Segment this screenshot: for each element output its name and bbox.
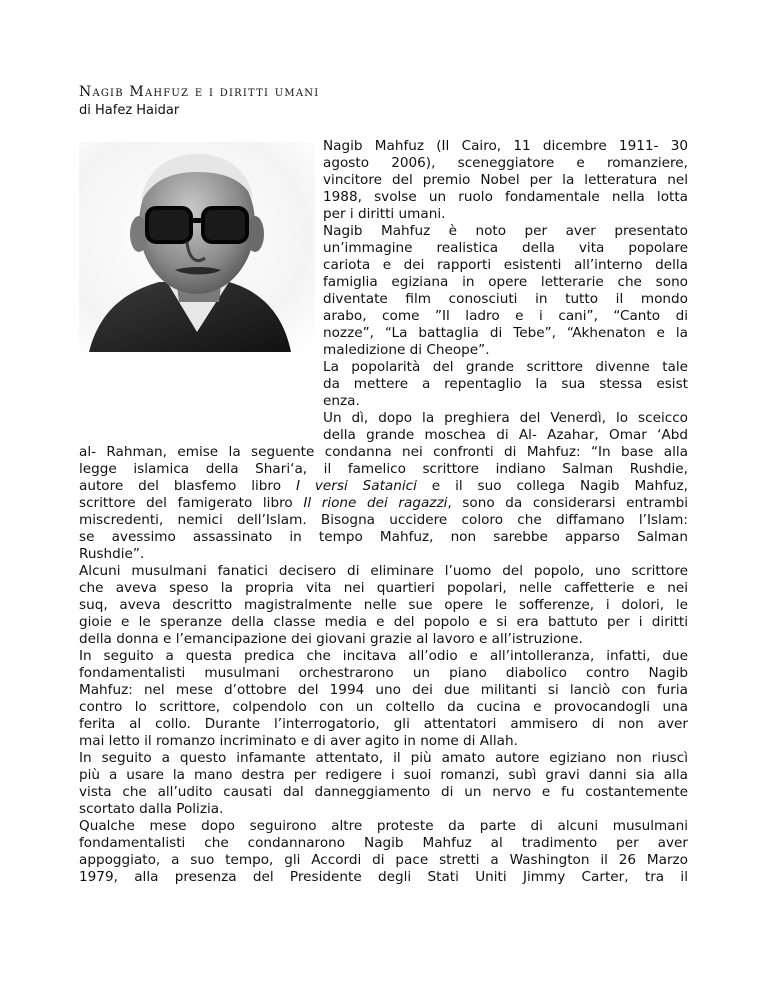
text-line [79,631,688,648]
text-span: vista che all’udito causati dal danneggiamento di un nervo e fu costantemente [79,784,688,800]
text-line [79,648,688,665]
text-span: contro lo scrittore, colpendolo con un coltello da cucina e provocandogli una [79,699,688,715]
text-span: , sono da considerarsi entrambi [447,495,688,511]
text-line: da mettere a repentaglio la sua stessa esist [323,376,688,392]
text-line [79,801,688,818]
text-line [79,716,688,733]
text-line: Un dì, dopo la preghiera del Venerdì, lo sceicco [323,410,688,426]
book-title: Il rione dei ragazzi [303,495,448,511]
text-line: famiglia egiziana in opere letterarie che sono [323,274,688,290]
text-line [79,767,688,784]
text-line: maledizione di Cheope”. [323,342,490,358]
text-line: arabo, come ”Il ladro e i cani”, “Canto di [323,308,688,324]
text-span: 1979, alla presenza del Presidente degli Stati Uniti Jimmy Carter, tra il [79,869,688,885]
text-span: che aveva speso la propria vita nei quartieri popolari, nelle caffetterie e nei [79,580,688,596]
text-span: miscredenti, nemici dell’Islam. Bisogna uccidere coloro che diffamano l’Islam: [79,512,688,528]
text-span: autore del blasfemo libro [79,478,296,494]
text-line: 1988, svolse un ruolo fondamentale nella lotta [323,189,688,205]
text-line [79,495,688,512]
text-line [79,835,688,852]
text-line [79,461,688,478]
text-line [79,733,688,750]
text-span: Mahfuz: nel mese d’ottobre del 1994 uno dei due militanti si lanciò con furia [79,682,688,698]
text-line [79,478,688,495]
text-span: Qualche mese dopo seguirono altre proteste da parte di alcuni musulmani [79,818,688,834]
text-span: appoggiato, a suo tempo, gli Accordi di pace stretti a Washington il 26 Marzo [79,852,688,868]
text-span: Alcuni musulmani fanatici decisero di eliminare l’uomo del popolo, uno scrittore [79,563,688,579]
text-span: se avessimo assassinato in tempo Mahfuz, non sarebbe apparso Salman [79,529,688,545]
text-line: nozze”, “La battaglia di Tebe”, “Akhenaton e la [323,325,688,341]
text-span: al- Rahman, emise la seguente condanna nei confronti di Mahfuz: “In base alla [79,444,688,460]
text-line [79,852,688,869]
text-span: mai letto il romanzo incriminato e di aver agito in nome di Allah. [79,733,518,749]
text-line [79,529,688,546]
text-line [79,580,688,597]
text-line [79,597,688,614]
text-span: della donna e l’emancipazione dei giovani grazie al lavoro e all’istruzione. [79,631,583,647]
text-span: fondamentalisti musulmani orchestrarono un piano diabolico contro Nagib [79,665,688,681]
text-line [79,563,688,580]
author-portrait-photo [79,142,315,352]
text-line [79,546,688,563]
text-line [79,869,688,886]
text-line: Nagib Mahfuz è noto per aver presentato [323,223,688,239]
text-span: In seguito a questa predica che incitava all’odio e all’intolleranza, infatti, due [79,648,688,664]
text-span: suq, aveva descritto magistralmente nelle sue opere le sofferenze, i dolori, le [79,597,688,613]
text-line [79,512,688,529]
text-line: enza. [323,393,360,409]
text-span: fondamentalisti che condannarono Nagib Mahfuz al tradimento per aver [79,835,688,851]
text-span: ferita al collo. Durante l’interrogatorio, gli attentatori ammisero di non aver [79,716,688,732]
text-line: vincitore del premio Nobel per la letteratura nel [323,172,688,188]
text-line [79,784,688,801]
text-span: Rushdie”. [79,546,145,562]
text-line: della grande moschea di Al- Azahar, Omar ‘Abd [323,427,688,443]
text-span: gioie e le speranze della classe media e del popolo e si era battuto per i diritti [79,614,688,630]
book-title: I versi Satanici [295,478,417,494]
text-line [79,682,688,699]
text-line: Nagib Mahfuz (Il Cairo, 11 dicembre 1911- 30 [323,138,688,154]
text-line: cariota e dei rapporti esistenti all’interno della [323,257,688,273]
text-span: e il suo collega Nagib Mahfuz, [416,478,688,494]
text-line: agosto 2006), sceneggiatore e romanziere, [323,155,688,171]
article-byline: di Hafez Haidar [79,103,180,118]
text-line [79,614,688,631]
text-line [79,818,688,835]
text-span: legge islamica della Shari‘a, il famelico scrittore indiano Salman Rushdie, [79,461,688,477]
text-line: La popolarità del grande scrittore divenne tale [323,359,688,375]
text-line [79,665,688,682]
article-title: Nagib Mahfuz e i diritti umani [79,84,320,100]
text-line [79,444,688,461]
text-line: diventate film conosciuti in tutto il mondo [323,291,688,307]
text-line [79,750,688,767]
text-span: più a usare la mano destra per redigere i suoi romanzi, subì gravi danni sia alla [79,767,688,783]
text-span: scrittore del famigerato libro [79,495,304,511]
text-line [79,699,688,716]
text-line: un’immagine realistica della vita popolare [323,240,688,256]
text-line: per i diritti umani. [323,206,446,222]
text-span: scortato dalla Polizia. [79,801,224,817]
text-span: In seguito a questo infamante attentato, il più amato autore egiziano non riuscì [79,750,688,766]
